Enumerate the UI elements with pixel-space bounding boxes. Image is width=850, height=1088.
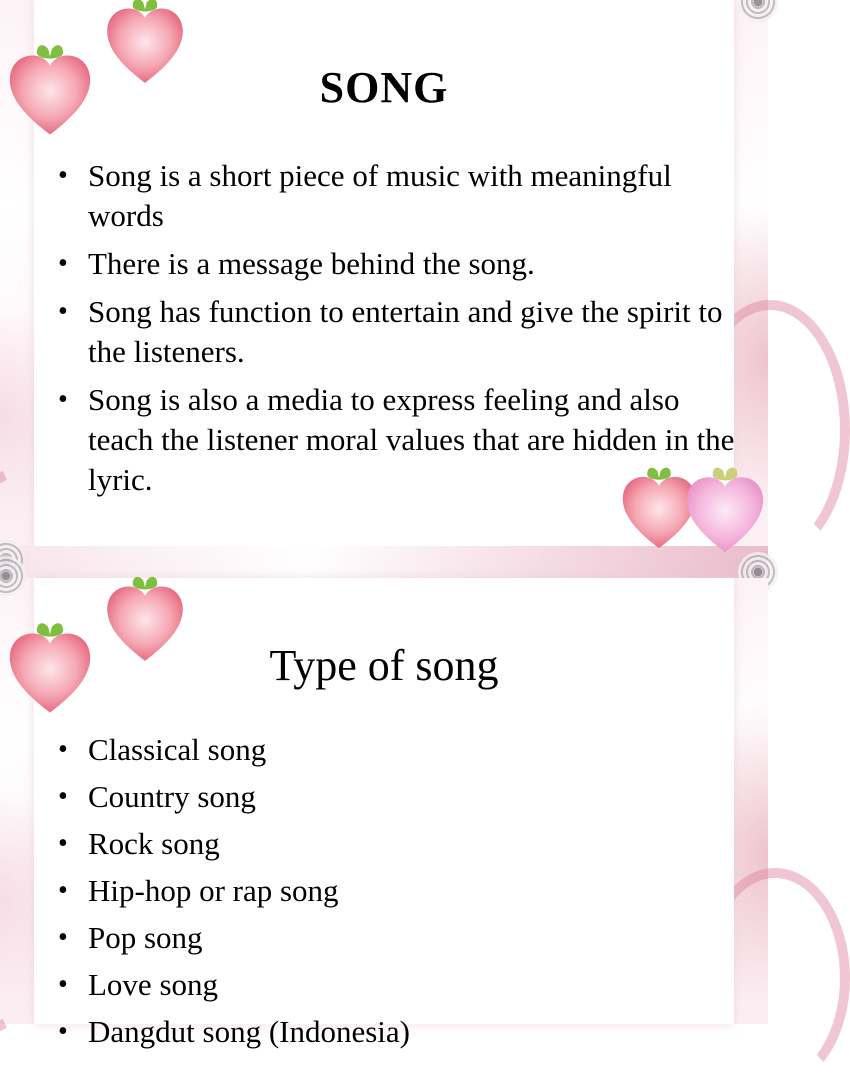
list-item: • Song is also a media to express feeling and also teach the listener moral values that are hidden in the lyric. xyxy=(56,380,746,500)
slide-title: Type of song xyxy=(269,641,499,690)
list-item: • Song is a short piece of music with meaningful words xyxy=(56,156,746,236)
slide-title: SONG xyxy=(319,63,449,112)
bullet-list xyxy=(56,156,746,508)
list-item: • Love song xyxy=(56,965,746,1005)
list-item: • Rock song xyxy=(56,824,746,864)
list-item: • Hip-hop or rap song xyxy=(56,871,746,911)
list-item: • Pop song xyxy=(56,918,746,958)
lace-corner-icon xyxy=(738,0,778,22)
list-item: • Song has function to entertain and give the spirit to the listeners. xyxy=(56,292,746,372)
list-item: • Dangdut song (Indonesia) xyxy=(56,1012,746,1052)
slide-type-of-song xyxy=(0,578,768,1049)
list-item: • Classical song xyxy=(56,730,746,770)
list-item: • Country song xyxy=(56,777,746,817)
bullet-list xyxy=(56,730,746,1059)
slide-song xyxy=(0,0,768,578)
list-item: • There is a message behind the song. xyxy=(56,244,746,284)
